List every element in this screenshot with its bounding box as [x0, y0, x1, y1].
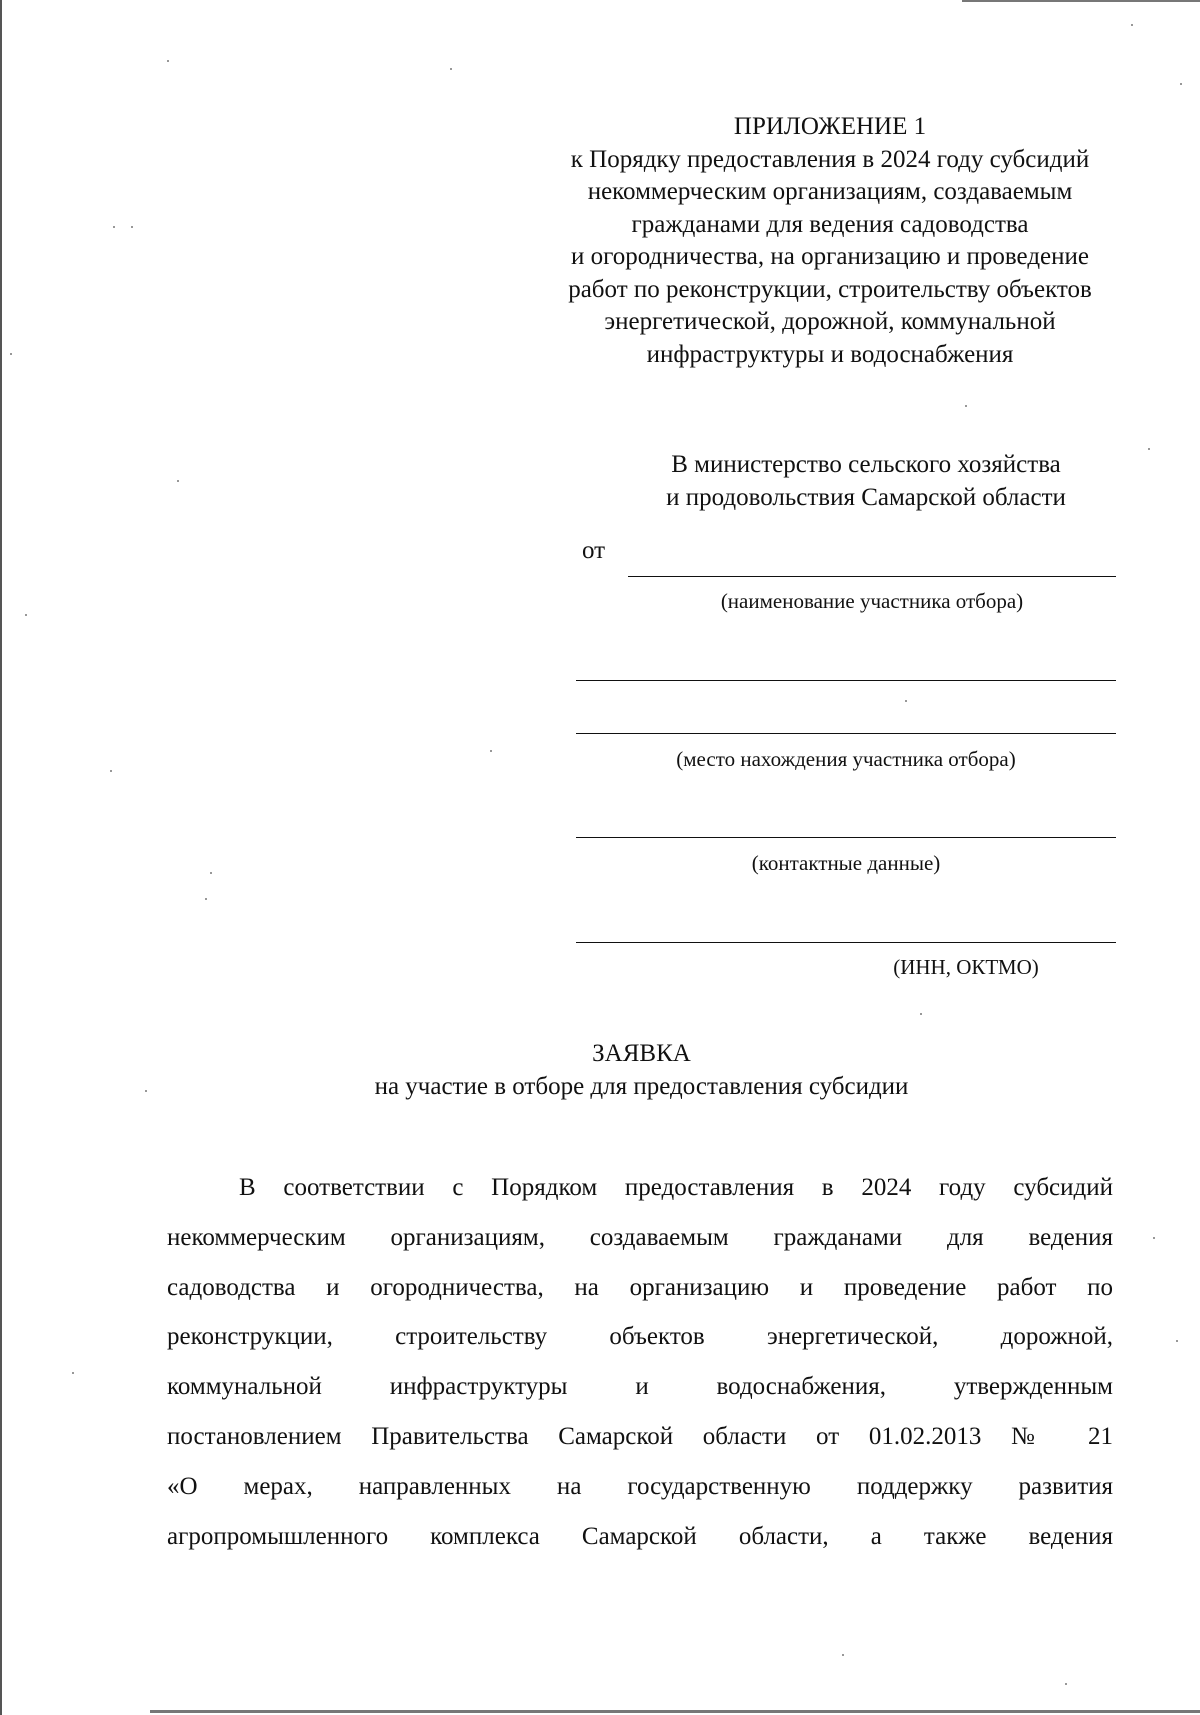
appendix-line: гражданами для ведения садоводства — [631, 210, 1029, 238]
scan-speck — [10, 353, 12, 355]
body-line: реконструкции, строительству объектов энергетической, дорожной, — [167, 1323, 1113, 1351]
location-field-line-2[interactable] — [576, 733, 1116, 734]
appendix-line: инфраструктуры и водоснабжения — [646, 340, 1014, 368]
scan-speck — [131, 226, 133, 228]
addressee-line: В министерство сельского хозяйства — [671, 451, 1061, 478]
body-line: постановлением Правительства Самарской области от 01.02.2013 № 21 — [167, 1422, 1113, 1450]
body-paragraph — [167, 1163, 1113, 1561]
appendix-line: работ по реконструкции, строительству объектов — [568, 275, 1092, 303]
appendix-line: некоммерческим организациям, создаваемым — [587, 178, 1073, 205]
appendix-line: и огородничества, на организацию и проведение — [571, 243, 1089, 270]
scan-speck — [113, 226, 115, 228]
from-label: от — [582, 537, 606, 564]
scan-speck — [1153, 1237, 1155, 1239]
scan-speck — [842, 1654, 844, 1656]
addressee-line: и продовольствия Самарской области — [666, 483, 1066, 511]
appendix-header-block — [480, 111, 1180, 371]
scan-speck — [72, 1372, 74, 1374]
scan-speck — [25, 614, 27, 616]
scan-speck — [965, 405, 967, 407]
scan-edge-top — [962, 0, 1200, 2]
body-line: «О мерах, направленных на государственную поддержку развития — [167, 1472, 1113, 1500]
document-title: ЗАЯВКА — [592, 1040, 691, 1067]
appendix-line: к Порядку предоставления в 2024 году субсидий — [570, 145, 1090, 173]
body-line: агропромышленного комплекса Самарской области, а также ведения — [167, 1522, 1113, 1550]
scan-speck — [450, 68, 452, 70]
scan-speck — [167, 60, 169, 62]
scan-speck — [1065, 1683, 1067, 1685]
scan-speck — [110, 770, 112, 772]
document-subtitle: на участие в отборе для предоставления субсидии — [374, 1073, 909, 1100]
scan-speck — [1180, 83, 1182, 85]
scan-speck — [490, 750, 492, 752]
scan-speck — [1131, 24, 1133, 26]
body-line: В соответствии с Порядком предоставления в 2024 году субсидий — [239, 1174, 1113, 1201]
scan-speck — [205, 898, 207, 900]
appendix-title: ПРИЛОЖЕНИЕ 1 — [733, 113, 927, 140]
scan-speck — [920, 1013, 922, 1015]
contacts-field[interactable] — [576, 837, 1116, 838]
scan-speck — [210, 872, 212, 874]
addressee-block — [606, 449, 1126, 514]
participant-name-caption: (наименование участника отбора) — [720, 589, 1024, 613]
inn-caption: (ИНН, ОКТМО) — [893, 955, 1039, 979]
body-line: садоводства и огородничества, на организацию и проведение работ по — [167, 1273, 1113, 1301]
scan-speck — [905, 700, 907, 702]
contacts-caption: (контактные данные) — [751, 851, 941, 875]
scan-speck — [1148, 448, 1150, 450]
scan-speck — [177, 480, 179, 482]
scan-edge-bottom — [150, 1710, 1200, 1713]
participant-name-field[interactable] — [628, 576, 1116, 577]
scan-speck — [1176, 1340, 1178, 1342]
body-line: некоммерческим организациям, создаваемым гражданами для ведения — [167, 1223, 1113, 1251]
appendix-line: энергетической, дорожной, коммунальной — [604, 308, 1056, 335]
location-field-line-1[interactable] — [576, 680, 1116, 681]
inn-field[interactable] — [576, 942, 1116, 943]
document-title-block — [0, 1037, 1200, 1103]
scan-edge-left — [0, 0, 2, 1715]
body-line: коммунальной инфраструктуры и водоснабжения, утвержденным — [167, 1373, 1113, 1401]
location-caption: (место нахождения участника отбора) — [676, 747, 1016, 771]
